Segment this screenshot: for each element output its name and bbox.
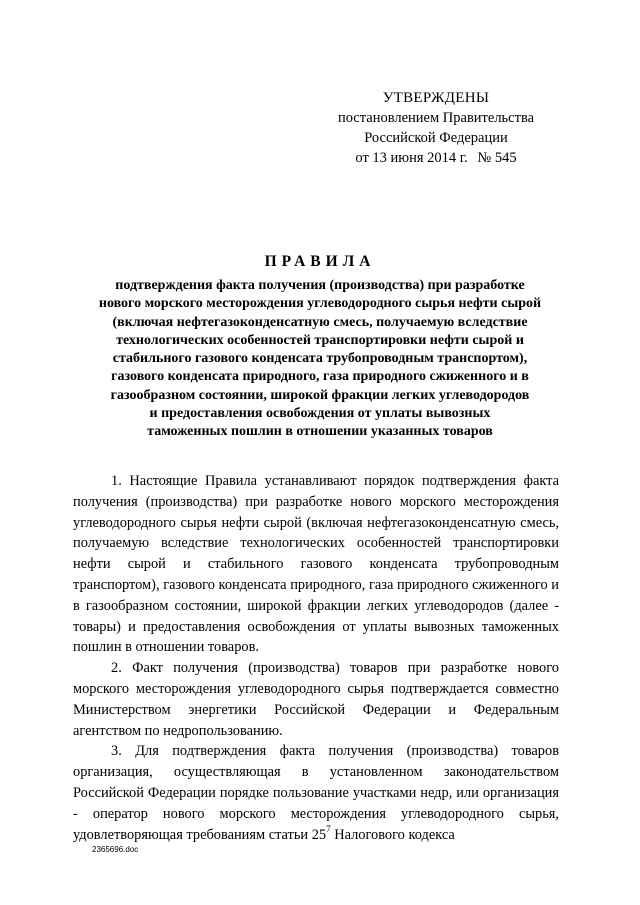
document-subtitle <box>60 277 580 442</box>
approval-line-federation: Российской Федерации <box>364 130 508 146</box>
subtitle-line: подтверждения факта получения (производства) при разработке <box>115 278 525 293</box>
file-reference: 2365696.doc <box>92 845 139 854</box>
paragraph-3-tail: Налогового кодекса <box>330 826 455 843</box>
approval-number: № 545 <box>477 150 517 166</box>
paragraph-3-text: 3. Для подтверждения факта получения (производства) товаров организация, осуществляющая в установленном законодательством Российской Федерации порядке пользование участками недр, или организация - оператор нового морского месторождения углеводородного сырья, удовлетворяющая требованиям статьи 25 <box>73 743 559 843</box>
subtitle-line: и предоставления освобождения от уплаты вывозных <box>149 406 491 422</box>
subtitle-line: нового морского месторождения углеводородного сырья нефти сырой <box>98 296 542 312</box>
subtitle-line: газового конденсата природного, газа природного сжиженного и в <box>111 369 529 385</box>
paragraph-3 <box>73 741 559 845</box>
subtitle-line: таможенных пошлин в отношении указанных товаров <box>147 424 493 440</box>
approval-block <box>336 88 536 168</box>
approval-line-government: постановлением Правительства <box>337 110 535 126</box>
document-body <box>73 471 559 845</box>
document-title: ПРАВИЛА <box>264 253 376 270</box>
approved-heading: УТВЕРЖДЕНЫ <box>382 90 490 106</box>
approval-date: от 13 июня 2014 г. <box>355 150 468 166</box>
paragraph-2: 2. Факт получения (производства) товаров при разработке нового морского месторождения углеводородного сырья подтверждается совместно Министерством энергетики Российской Федерации и Федеральным агентством по недропользованию. <box>73 660 559 739</box>
approval-date-line <box>336 148 536 168</box>
paragraph-1: 1. Настоящие Правила устанавливают порядок подтверждения факта получения (производства) при разработке нового морского месторождения углеводородного сырья нефти сырой (включая нефтегазоконденсатную смесь, получаемую вследствие технологических особенностей транспортировки нефти сырой и стабильного газового конденсата трубопроводным транспортом), газового конденсата природного, газа природного сжиженного и в газообразном состоянии, широкой фракции легких углеводородов (далее - товары) и предоставления освобождения от уплаты вывозных таможенных пошлин в отношении товаров. <box>73 473 559 656</box>
subtitle-line: технологических особенностей транспортировки нефти сырой и <box>116 332 524 348</box>
subtitle-line: газообразном состоянии, широкой фракции легких углеводородов <box>110 387 530 403</box>
article-superscript: 7 <box>326 823 331 834</box>
subtitle-line: стабильного газового конденсата трубопроводным транспортом), <box>112 351 528 367</box>
subtitle-line: (включая нефтегазоконденсатную смесь, получаемую вследствие <box>112 314 528 330</box>
